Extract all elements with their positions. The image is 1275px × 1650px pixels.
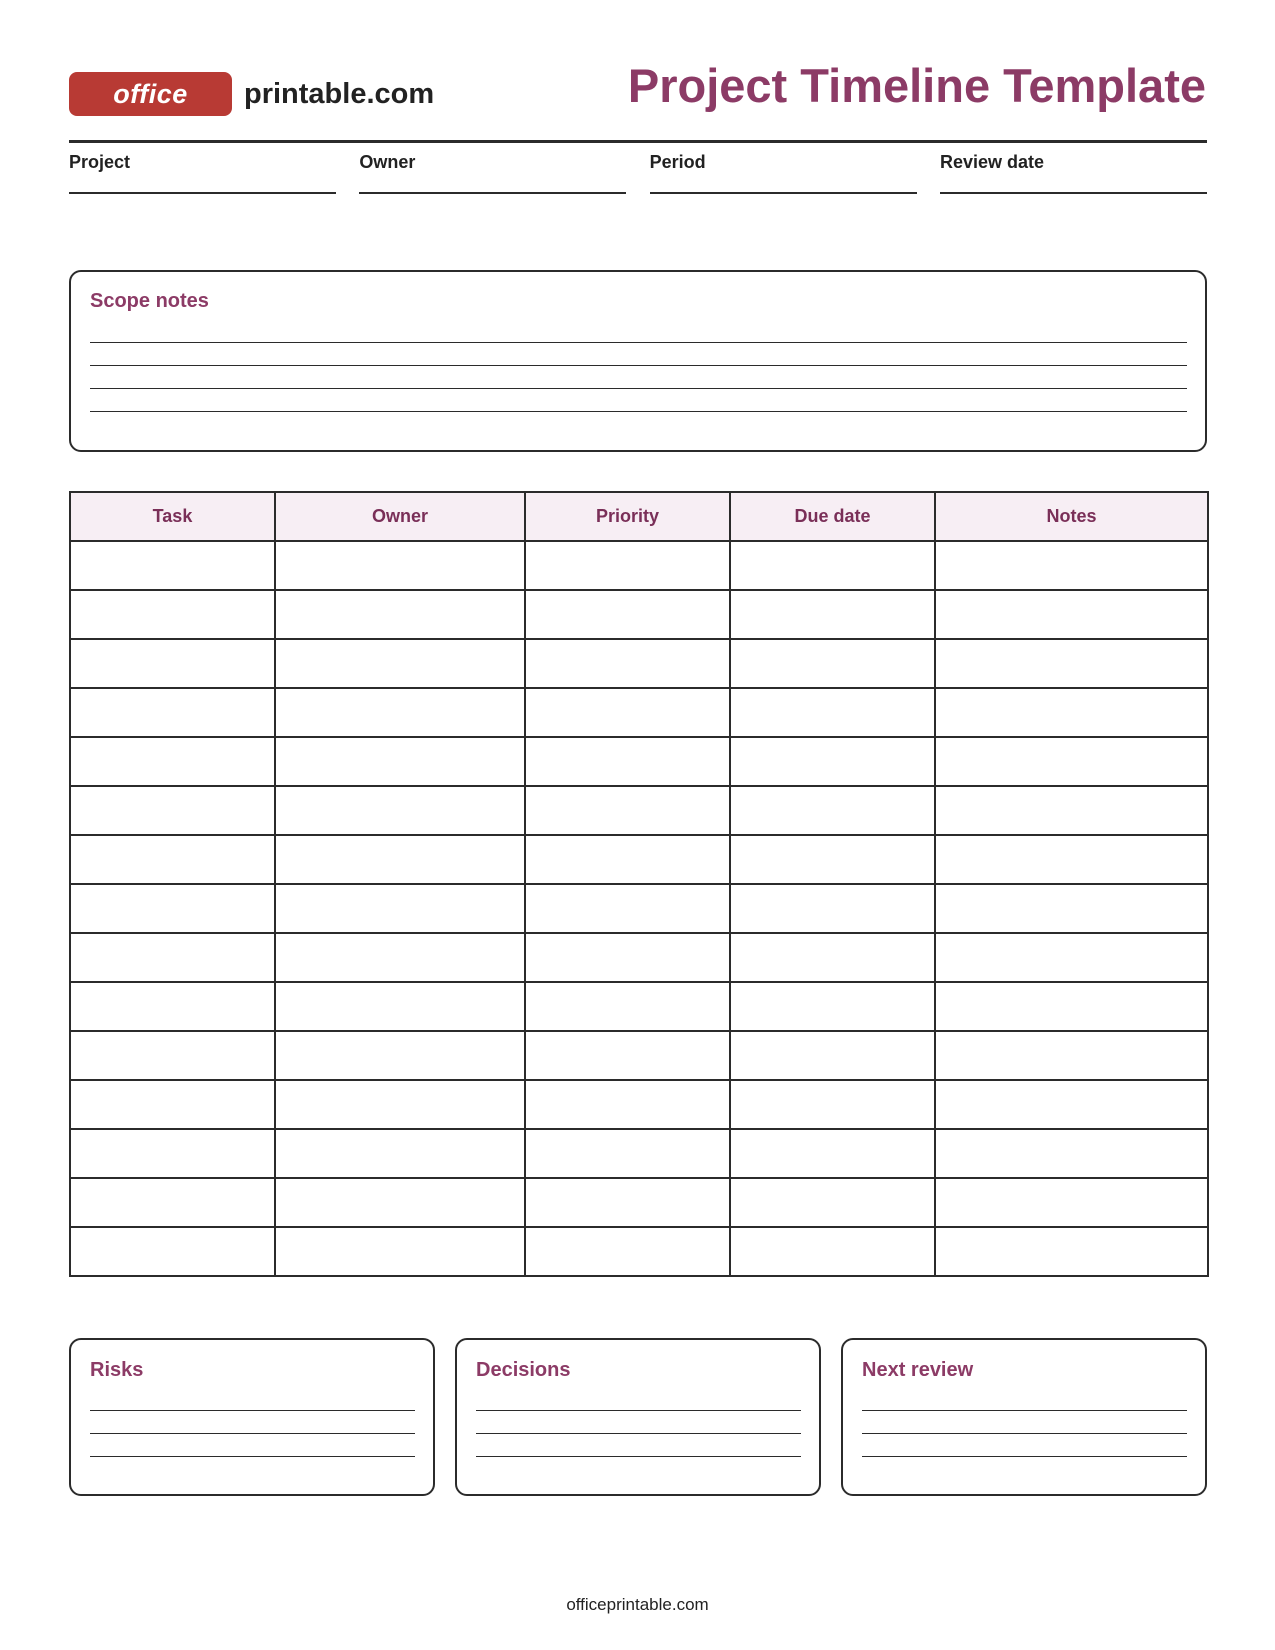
table-cell[interactable] [70,1227,275,1276]
next-review-title: Next review [862,1359,974,1381]
table-cell[interactable] [935,1227,1208,1276]
table-row [70,1031,1208,1080]
scope-notes-lines[interactable] [90,342,1187,412]
writing-line[interactable] [862,1434,1187,1457]
table-cell[interactable] [525,737,730,786]
table-cell[interactable] [525,688,730,737]
table-row [70,688,1208,737]
table-row [70,884,1208,933]
writing-line[interactable] [90,366,1187,389]
table-row [70,541,1208,590]
table-cell[interactable] [275,590,525,639]
table-cell[interactable] [730,688,935,737]
writing-line[interactable] [476,1434,801,1457]
table-cell[interactable] [525,1080,730,1129]
table-cell[interactable] [275,1031,525,1080]
table-cell[interactable] [935,933,1208,982]
table-cell[interactable] [70,737,275,786]
table-cell[interactable] [275,982,525,1031]
table-row [70,737,1208,786]
table-row [70,1129,1208,1178]
writing-line[interactable] [90,389,1187,412]
table-cell[interactable] [730,786,935,835]
table-cell[interactable] [730,933,935,982]
table-cell[interactable] [525,1129,730,1178]
table-cell[interactable] [525,835,730,884]
table-cell[interactable] [525,1178,730,1227]
table-cell[interactable] [935,541,1208,590]
table-cell[interactable] [275,884,525,933]
table-cell[interactable] [730,835,935,884]
table-cell[interactable] [935,982,1208,1031]
table-cell[interactable] [525,933,730,982]
table-cell[interactable] [525,590,730,639]
table-cell[interactable] [70,1178,275,1227]
table-cell[interactable] [525,541,730,590]
writing-line[interactable] [862,1411,1187,1434]
table-cell[interactable] [275,737,525,786]
table-cell[interactable] [730,590,935,639]
table-cell[interactable] [70,786,275,835]
table-cell[interactable] [70,1129,275,1178]
table-cell[interactable] [935,639,1208,688]
table-cell[interactable] [935,835,1208,884]
table-row [70,835,1208,884]
table-cell[interactable] [730,1129,935,1178]
table-cell[interactable] [70,835,275,884]
table-cell[interactable] [525,786,730,835]
risks-title: Risks [90,1359,144,1381]
table-cell[interactable] [275,786,525,835]
table-cell[interactable] [730,884,935,933]
table-cell[interactable] [70,1031,275,1080]
table-cell[interactable] [70,541,275,590]
table-cell[interactable] [935,688,1208,737]
table-cell[interactable] [935,1129,1208,1178]
bottom-boxes [69,1338,1207,1496]
table-cell[interactable] [730,1227,935,1276]
table-cell[interactable] [275,1129,525,1178]
writing-line[interactable] [90,343,1187,366]
project-field[interactable]: Project [69,152,336,194]
table-row [70,933,1208,982]
scope-notes-title: Scope notes [90,290,209,312]
table-cell[interactable] [730,982,935,1031]
table-cell[interactable] [935,1178,1208,1227]
table-cell[interactable] [70,884,275,933]
table-row [70,1178,1208,1227]
decisions-lines[interactable] [476,1410,801,1457]
table-cell[interactable] [935,590,1208,639]
task-table [69,491,1209,1277]
table-cell[interactable] [70,688,275,737]
task-table-body [70,541,1208,1276]
table-cell[interactable] [275,688,525,737]
table-cell[interactable] [275,541,525,590]
logo-text: printable.com [244,77,435,110]
column-header-task: Task [70,492,275,541]
table-cell[interactable] [730,1080,935,1129]
column-header-priority: Priority [525,492,730,541]
scope-notes-box [69,270,1207,452]
logo [69,72,434,116]
table-cell[interactable] [935,786,1208,835]
column-header-notes: Notes [935,492,1208,541]
table-header-row [70,492,1208,541]
risks-lines[interactable] [90,1410,415,1457]
table-row [70,786,1208,835]
column-header-due-date: Due date [730,492,935,541]
table-cell[interactable] [730,541,935,590]
table-cell[interactable] [70,590,275,639]
header-divider [69,140,1207,143]
table-cell[interactable] [525,639,730,688]
table-cell[interactable] [525,884,730,933]
table-cell[interactable] [935,884,1208,933]
logo-badge: office [69,72,232,116]
page-title: Project Timeline Template [627,59,1206,112]
table-cell[interactable] [275,835,525,884]
risks-box [69,1338,435,1496]
table-cell[interactable] [275,1178,525,1227]
table-cell[interactable] [730,639,935,688]
decisions-title: Decisions [476,1359,571,1381]
decisions-box [455,1338,821,1496]
table-cell[interactable] [935,1080,1208,1129]
table-cell[interactable] [525,1031,730,1080]
table-cell[interactable] [275,1227,525,1276]
table-row [70,590,1208,639]
owner-field[interactable]: Owner [359,152,626,194]
period-field[interactable]: Period [650,152,917,194]
table-row [70,639,1208,688]
table-cell[interactable] [70,639,275,688]
table-cell[interactable] [935,1031,1208,1080]
next-review-lines[interactable] [862,1410,1187,1457]
table-cell[interactable] [525,1227,730,1276]
table-row [70,1227,1208,1276]
table-cell[interactable] [730,737,935,786]
table-cell[interactable] [275,1080,525,1129]
writing-line[interactable] [90,1434,415,1457]
writing-line[interactable] [90,1411,415,1434]
table-cell[interactable] [525,982,730,1031]
footer-url: officeprintable.com [566,1595,709,1614]
writing-line[interactable] [476,1411,801,1434]
table-cell[interactable] [275,639,525,688]
table-cell[interactable] [70,982,275,1031]
table-cell[interactable] [730,1031,935,1080]
table-row [70,982,1208,1031]
table-cell[interactable] [70,933,275,982]
table-cell[interactable] [275,933,525,982]
table-cell[interactable] [70,1080,275,1129]
column-header-owner: Owner [275,492,525,541]
table-row [70,1080,1208,1129]
info-fields [69,152,1207,194]
table-cell[interactable] [935,737,1208,786]
review-date-field[interactable]: Review date [940,152,1207,194]
next-review-box [841,1338,1207,1496]
table-cell[interactable] [730,1178,935,1227]
